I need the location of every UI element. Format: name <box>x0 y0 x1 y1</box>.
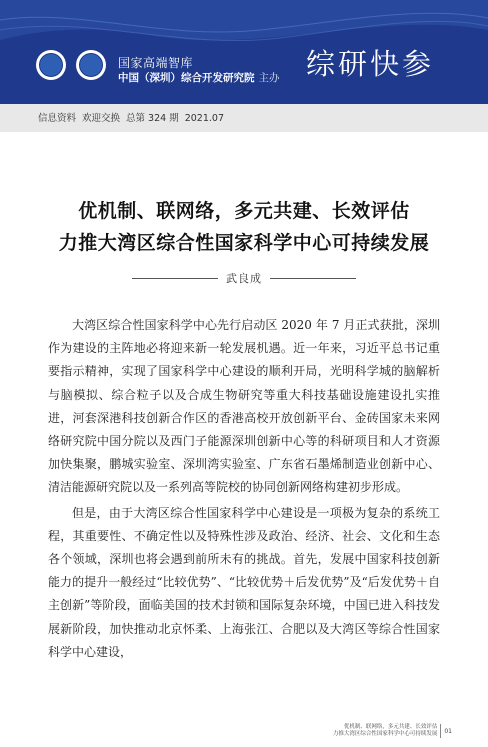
article-title-line1: 优机制、联网络，多元共建、长效评估 <box>78 200 410 222</box>
issue-date: 2021.07 <box>184 113 225 124</box>
think-tank-name: 国家高端智库 <box>118 56 194 70</box>
page-footer <box>333 724 452 738</box>
issue-number: 总第 324 期 <box>126 113 179 124</box>
think-tank-logo-icon <box>76 50 106 80</box>
issue-info <box>38 110 230 124</box>
author-rule-left <box>132 278 218 279</box>
institute-logo-icon <box>36 50 66 80</box>
running-title-line1: 优机制、联网络，多元共建、长效评估 <box>343 724 438 730</box>
circulation-note: 欢迎交换 <box>82 113 121 124</box>
host-org-name: 中国（深圳）综合开发研究院 <box>118 72 255 84</box>
host-organization <box>118 70 280 85</box>
doc-type: 信息资料 <box>38 113 77 124</box>
paragraph: 但是，由于大湾区综合性国家科学中心建设是一项极为复杂的系统工程，其重要性、不确定性以及特殊性涉及政治、经济、社会、文化和生态各个领域，深圳也将会遇到前所未有的挑战。首先，发展中国家科技创新能力的提升一般经过“比较优势”、“比较优势＋后发优势”及“后发优势＋自主创新”等阶段，面临美国的技术封锁和国际复杂环境，中国已进入科技发展新阶段，加快推动北京怀柔、上海张江、合肥以及大湾区等综合性国家科学中心建设， <box>48 505 440 659</box>
running-title <box>333 724 438 738</box>
author-row <box>132 270 356 286</box>
running-title-line2: 力推大湾区综合性国家科学中心可持续发展 <box>332 731 438 737</box>
author-name: 武良成 <box>226 272 262 285</box>
article-title-line2: 力推大湾区综合性国家科学中心可持续发展 <box>58 232 430 254</box>
series-title: 综研快参 <box>306 47 435 81</box>
footer-divider <box>440 724 441 738</box>
author-rule-right <box>270 278 356 279</box>
host-role: 主办 <box>258 72 280 84</box>
page-number: 01 <box>444 727 452 735</box>
paragraph: 大湾区综合性国家科学中心先行启动区 2020 年 7 月正式获批，深圳作为建设的主阵地必将迎来新一轮发展机遇。近一年来，习近平总书记重要指示精神，实现了国家科学中心建设的顺利开局，光明科学城的脑解析与脑模拟、综合粒子以及合成生物研究等重大科技基础设施建设扎实推进，河套深港科技创新合作区的香港高校开放创新平台、金砖国家未来网络研究院中国分院以及西门子能源深圳创新中心等的科研项目和人才资源加快集聚，鹏城实验室、深圳湾实验室、广东省石墨烯制造业创新中心、清洁能源研究院以及一系列高等院校的协同创新网络构建初步形成。 <box>48 318 440 495</box>
header-banner <box>0 0 488 104</box>
article-body <box>48 314 440 666</box>
